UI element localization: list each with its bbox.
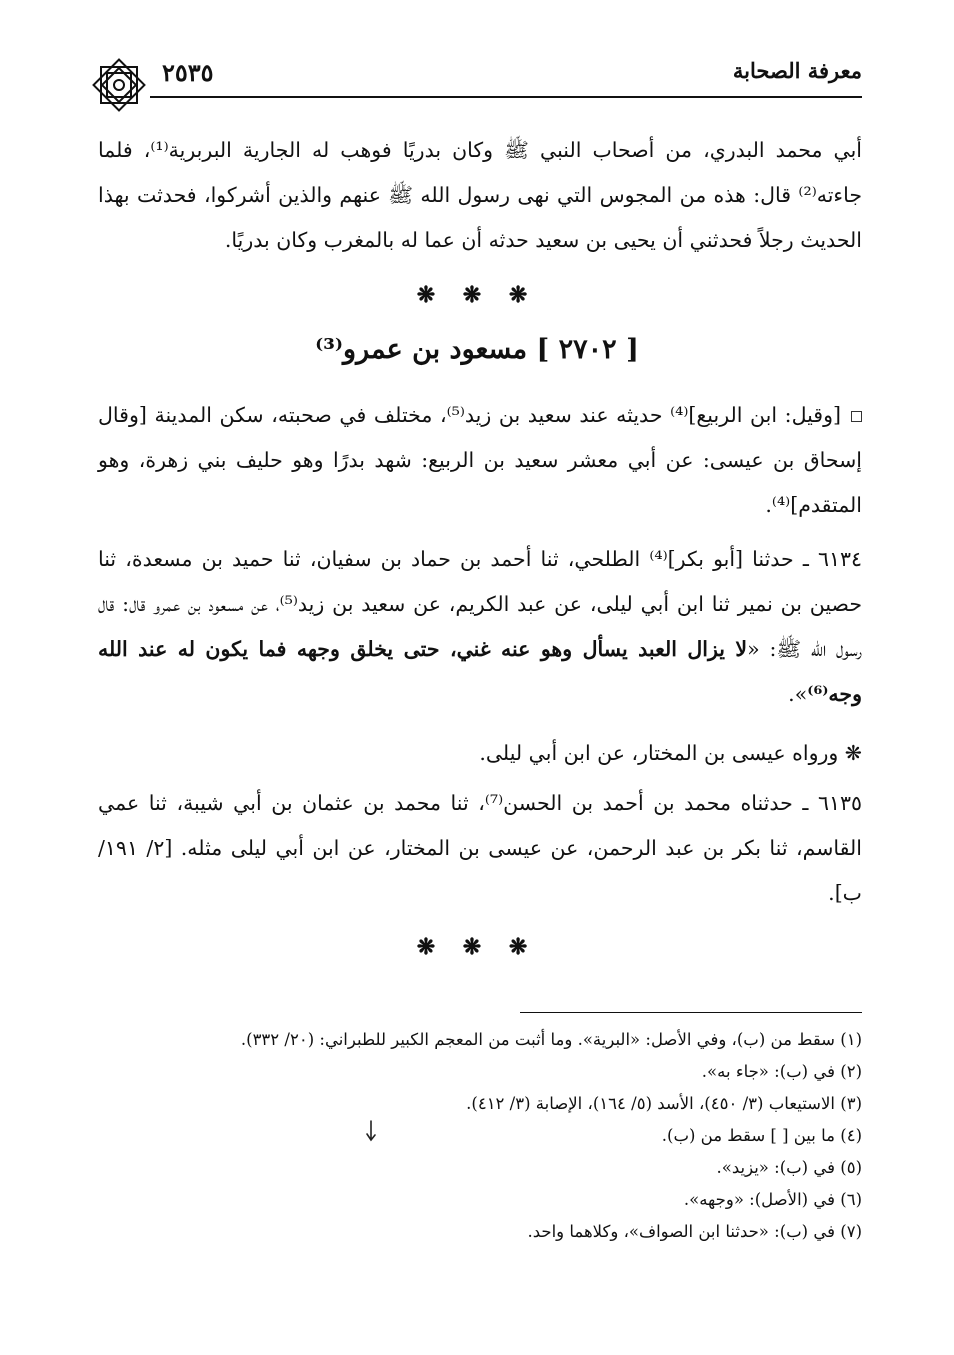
handwritten-mark-icon <box>365 1120 377 1142</box>
footnote-item: (٤) ما بين [ ] سقط من (ب). <box>661 1126 862 1145</box>
bio-paragraph <box>98 393 862 528</box>
hadith-6134-block <box>98 537 862 717</box>
narration-note: ❋ ورواه عيسى بن المختار، عن ابن أبي ليلى. <box>479 741 862 765</box>
hadith-6135-block <box>98 781 862 916</box>
top-paragraph-block <box>98 128 862 263</box>
footnote-item: (١) سقط من (ب)، وفي الأصل: «البرية». وما أثبت من المعجم الكبير للطبراني: (٢٠/ ٣٣٢). <box>240 1030 862 1049</box>
hadith-6134-matn: لا يزال العبد يسأل وهو عنه غني، حتى يخلق وجهه فما يكون له عند الله وجه⁽⁶⁾ <box>98 637 862 706</box>
footnote-item: (٣) الاستيعاب (٣/ ٤٥٠)، الأسد (٥/ ١٦٤)، الإصابة (٣/ ٤١٢). <box>466 1094 862 1113</box>
footnote-item: (٧) في (ب): «حدثنا ابن الصواف»، وكلاهما واحد. <box>527 1222 862 1241</box>
footnotes-list <box>98 1024 862 1248</box>
square-marker-icon <box>851 411 862 422</box>
hadith-6134-end: ». <box>788 682 808 706</box>
section-separator: ❋ ❋ ❋ <box>416 282 538 308</box>
header-rule <box>150 96 862 98</box>
footnote-item: (٢) في (ب): «جاء به». <box>701 1062 862 1081</box>
entry-heading: [ ٢٧٠٢ ] مسعود بن عمرو⁽³⁾ <box>315 334 639 365</box>
bio-block <box>98 393 862 528</box>
top-paragraph: أبي محمد البدري، من أصحاب النبي ﷺ وكان بدريًا فوهب له الجارية البربرية⁽¹⁾، فلما جاءته⁽²⁾ قال: هذه من المجوس التي نهى رسول الله ﷺ عنهم والذين أشركوا، فحدثت بهذا الحديث رجلاً فحدثني أن يحيى بن سعيد حدثه أن عما له بالمغرب وكان بدريًا. <box>98 138 862 252</box>
hadith-6134-isnad: ٦١٣٤ ـ حدثنا [أبو بكر]⁽⁴⁾ الطلحي، ثنا أحمد بن حماد بن سفيان، ثنا حميد بن مسعدة، ثنا حصين بن نمير ثنا ابن أبي ليلى، عن عبد الكريم، عن سعيد بن زيد⁽⁵⁾، عن مسعود بن عمرو قال: قال رسول الله ﷺ: « <box>98 547 862 661</box>
section-separator-bottom: ❋ ❋ ❋ <box>416 934 538 960</box>
hadith-6135: ٦١٣٥ ـ حدثناه محمد بن أحمد بن الحسن⁽⁷⁾، ثنا محمد بن عثمان بن أبي شيبة، ثنا عمي القاسم، ثنا بكر بن عبد الرحمن، عن عيسى بن المختار، عن ابن أبي ليلى مثله. [٢/ ١٩١/ ب]. <box>98 791 862 905</box>
octagram-ornament-icon <box>88 54 150 116</box>
page-number: ٢٥٣٥ <box>162 58 214 87</box>
book-title: معرفة الصحابة <box>732 58 862 83</box>
bio-text: [وقيل: ابن الربيع]⁽⁴⁾ حديثه عند سعيد بن زيد⁽⁵⁾، مختلف في صحبته، سكن المدينة [وقال إسحاق بن عيسى: عن أبي معشر سعيد بن الربيع: شهد بدرًا وهو حليف بني زهرة، وهو المتقدم]⁽⁴⁾. <box>98 403 862 517</box>
footnote-item: (٦) في (الأصل): «وجهه». <box>683 1190 862 1209</box>
narration-note-block <box>98 731 862 776</box>
footnote-item: (٥) في (ب): «يزيد». <box>716 1158 862 1177</box>
hadith-6134 <box>98 537 862 717</box>
footnote-rule <box>520 1012 862 1013</box>
